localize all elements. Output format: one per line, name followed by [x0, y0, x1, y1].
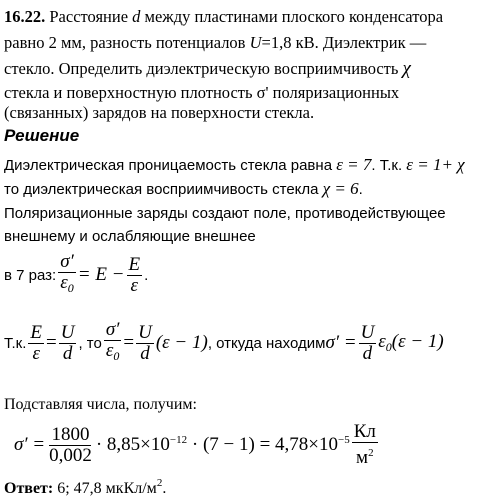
fraction-E-eps: $\frac{E}{\varepsilon}$	[128, 253, 141, 296]
problem-line-4: стекла и поверхностную плотность σ' поляризационных	[4, 83, 400, 102]
fraction-U-d-2: $\frac{U}{d}$	[138, 321, 152, 364]
answer-label: Ответ:	[4, 480, 54, 497]
unit-fraction: $\frac{Кл}{м^2}$	[353, 421, 376, 468]
problem-number: 16.22.	[4, 7, 46, 26]
solution-line-5: в 7 раз: $\frac{\sigma'}{\varepsilon_0}$ = E − $\frac{E}{\varepsilon}$ .	[4, 251, 149, 296]
problem-line-5: (связанных) зарядов на поверхности стекла.	[4, 103, 315, 122]
epsilon-chi-relation: ε = 1+ χ	[406, 155, 465, 174]
problem-line-1: 16.22. Расстояние d между пластинами плоского конденсатора	[4, 7, 444, 26]
answer-line: Ответ: 6; 47,8 мкКл/$м^2$.	[4, 477, 167, 497]
var-d: d	[132, 7, 141, 26]
solution-line-7: Подставляя числа, получим:	[4, 396, 197, 413]
fraction-1800-0002: $\frac{1800}{0,002}$	[49, 423, 92, 466]
solution-line-4: внешнему и ослабляющие внешнее	[4, 228, 256, 245]
problem-line-2: равно 2 мм, разность потенциалов U=1,8 кВ. Диэлектрик —	[4, 33, 427, 52]
var-U: U	[249, 33, 262, 52]
fraction-U-d-3: $\frac{U}{d}$	[360, 321, 375, 364]
solution-heading: Решение	[4, 126, 80, 145]
chi-equation: χ = 6	[322, 179, 359, 198]
fraction-U-d: $\frac{U}{d}$	[60, 321, 75, 364]
computation-formula: σ′ = $\frac{1800}{0,002}$ · $8,85\times 10^{-12} \cdot (7 - 1) = 4,78\times 10^{-5}$ $\frac{Кл}{м^2}$	[14, 421, 376, 468]
solution-line-3: Поляризационные заряды создают поле, противодействующее	[4, 205, 446, 222]
fraction-sigma-eps0: $\frac{\sigma'}{\varepsilon_0}$	[60, 251, 74, 295]
solution-line-2: то диэлектрическая восприимчивость стекла χ = 6.	[4, 179, 363, 198]
solution-line-1: Диэлектрическая проницаемость стекла равна ε = 7. Т.к. ε = 1+ χ	[4, 155, 465, 174]
fraction-E-eps-2: $\frac{E}{\varepsilon}$	[30, 321, 43, 364]
problem-line-3: стекло. Определить диэлектрическую восприимчивость χ	[4, 58, 411, 79]
chi-symbol: χ	[402, 58, 411, 79]
fraction-sigma-eps0-2: $\frac{\sigma'}{\varepsilon_0}$	[105, 319, 120, 363]
epsilon-equation: ε = 7	[336, 155, 372, 174]
solution-line-6: Т.к. $\frac{E}{\varepsilon}$ = $\frac{U}{d}$ , то $\frac{\sigma'}{\varepsilon_0}$ = $\frac{U}{d}$ (ε − 1) , откуда находим σ′ = $\frac{U}{d}$ $\varepsilon_0(\varepsilon - 1)$	[4, 319, 444, 364]
